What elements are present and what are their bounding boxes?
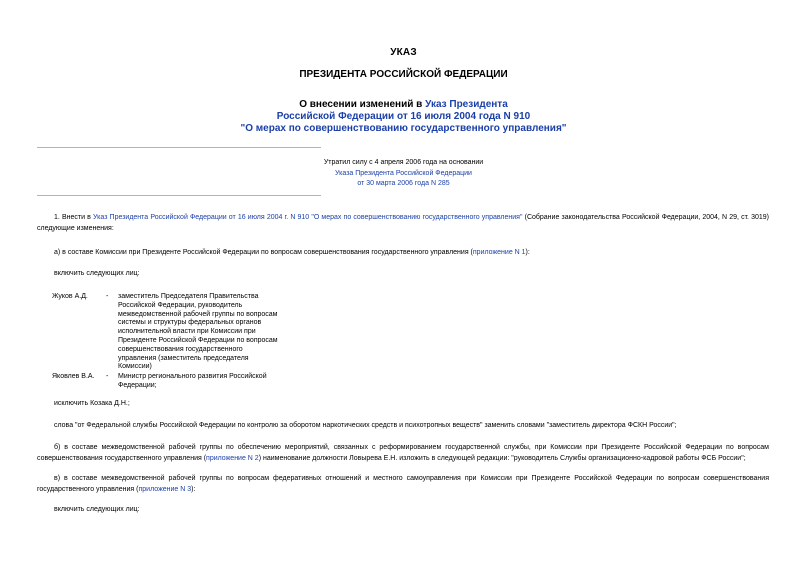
pa-suffix: ): xyxy=(525,249,530,256)
p1-link-decree-910[interactable]: Указ Президента Российской Федерации от 16 июля 2004 г. N 910 "О мерах по совершенствованию государственного управления" xyxy=(93,214,523,221)
pb-link-appendix-2[interactable]: приложение N 2 xyxy=(206,454,259,462)
exclude-line: исключить Козака Д.Н.; xyxy=(54,400,130,407)
decree-title: УКАЗ xyxy=(390,47,417,58)
include-line-1: включить следующих лиц: xyxy=(54,270,140,277)
p1-prefix: 1. Внести в xyxy=(54,214,94,221)
divider-bottom xyxy=(37,195,321,196)
decree-subtitle xyxy=(0,99,807,135)
subtitle-link-decree-910-date[interactable]: Российской Федерации от 16 июля 2004 года N 910 xyxy=(276,111,531,122)
p1-suffix: (Собрание законодательства Российской Федерации, 2004, N 29, ст. 3019) следующие изменения: xyxy=(37,214,769,232)
pv-suffix: ): xyxy=(191,485,196,493)
subtitle-link-decree-910-name[interactable]: "О мерах по совершенствованию государственного управления" xyxy=(240,123,567,134)
person-dash: - xyxy=(106,293,109,300)
subtitle-link-decree-910[interactable]: Указ Президента xyxy=(425,99,508,110)
person-description: Министр регионального развития Российской Федерации; xyxy=(118,373,267,389)
person-name: Яковлев В.А. xyxy=(52,373,95,380)
subtitle-prefix: О внесении изменений в xyxy=(299,99,426,110)
paragraph-v xyxy=(37,474,769,495)
pv-link-appendix-3[interactable]: приложение N 3 xyxy=(138,485,192,493)
lapsed-link-decree-285[interactable]: Указа Президента Российской Федерации xyxy=(335,169,472,177)
words-replacement: слова "от Федеральной службы Российской Федерации по контролю за оборотом наркотических средств и психотропных веществ" заменить словами "заместитель директора ФСКН России"; xyxy=(54,422,677,429)
divider-top xyxy=(37,147,321,148)
pv-prefix: в) в составе межведомственной рабочей группы по вопросам федеративных отношений и местного самоуправления при Комиссии при Президенте Российской Федерации по вопросам совершенствования государственного управления ( xyxy=(37,475,769,493)
lapsed-link-decree-285-date[interactable]: от 30 марта 2006 года N 285 xyxy=(357,180,450,187)
paragraph-1 xyxy=(37,213,769,234)
lapsed-notice xyxy=(0,158,807,190)
person-name: Жуков А.Д. xyxy=(52,293,88,300)
lapsed-text: Утратил силу с 4 апреля 2006 года на основании xyxy=(323,159,484,166)
paragraph-a xyxy=(37,248,769,259)
decree-issuer: ПРЕЗИДЕНТА РОССИЙСКОЙ ФЕДЕРАЦИИ xyxy=(299,69,508,80)
paragraph-b xyxy=(37,443,769,464)
pb-prefix: б) в составе межведомственной рабочей группы по обеспечению мероприятий, связанных с реформированием государственной службы, при Комиссии при Президенте Российской Федерации по вопросам совершенствования государственного управления ( xyxy=(37,444,769,462)
pa-link-appendix-1[interactable]: приложение N 1 xyxy=(472,249,526,256)
include-line-2: включить следующих лиц: xyxy=(54,506,140,513)
pb-suffix: ) наименование должности Ловырева Е.Н. изложить в следующей редакции: "руководитель Службы организационно-кадровой работы ФСБ России"; xyxy=(258,454,746,462)
person-description: заместитель Председателя Правительства Российской Федерации, руководитель межведомственной рабочей группы по вопросам системы и структуры федеральных органов исполнительной власти при Комиссии при Президенте Российской Федерации по вопросам совершенствования государственного управления (заместитель председателя Комиссии) xyxy=(118,293,278,371)
pa-prefix: а) в составе Комиссии при Президенте Российской Федерации по вопросам совершенствования государственного управления ( xyxy=(54,249,473,256)
person-dash: - xyxy=(106,373,109,380)
